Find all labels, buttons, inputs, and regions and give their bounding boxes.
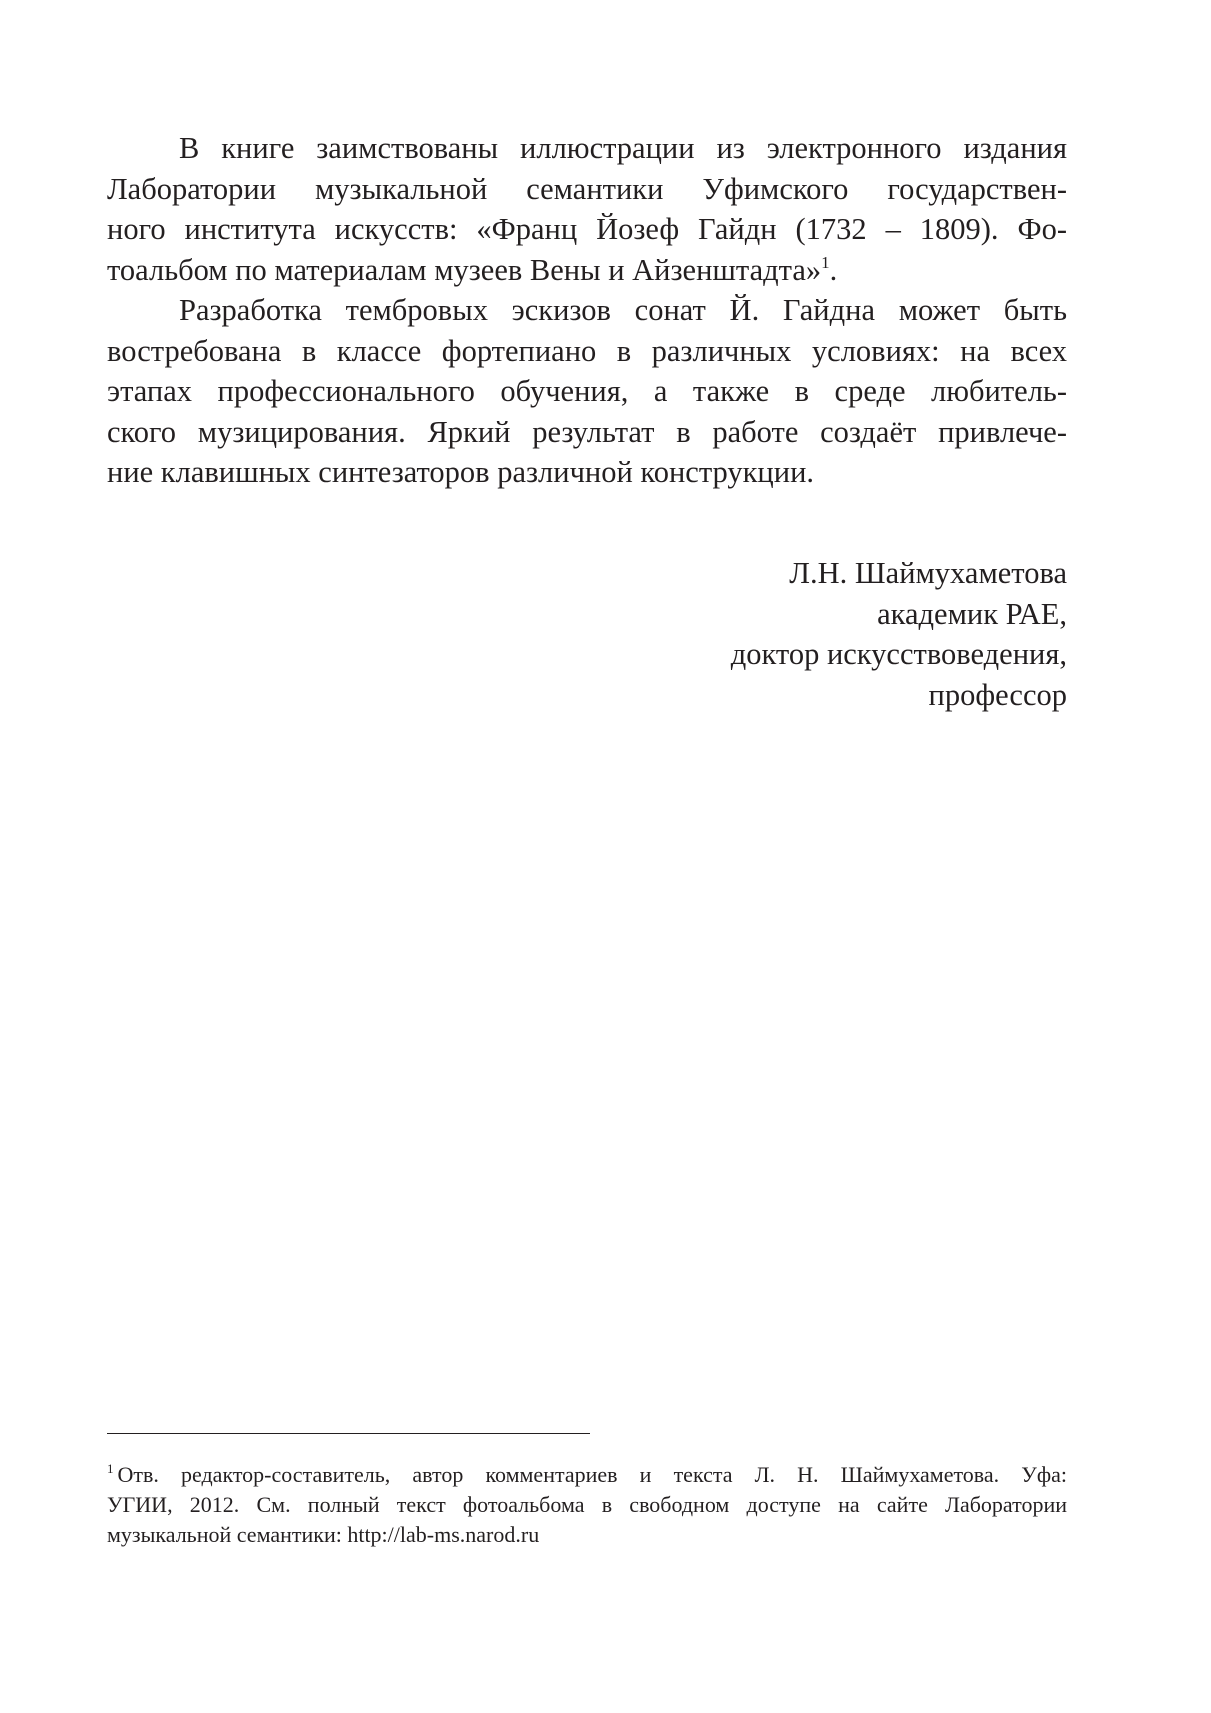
- text-line-content: тоальбом по материалам музеев Вены и Айзенштадта»: [107, 252, 822, 287]
- text-line: ного института искусств: «Франц Йозеф Гайдн (1732 – 1809). Фо-: [107, 212, 1067, 246]
- text-line: ние клавишных синтезаторов различной конструкции.: [107, 455, 815, 489]
- trailing-period: .: [829, 252, 838, 287]
- author-position: профессор: [928, 677, 1067, 712]
- footnote-reference: 1: [821, 252, 830, 272]
- text-line: [107, 250, 1067, 291]
- footnote-line: [107, 1460, 1067, 1490]
- signature-block: [107, 553, 1067, 715]
- text-line: Разработка тембровых эскизов сонат Й. Гайдна может быть: [179, 293, 1067, 327]
- footnote: [107, 1460, 1067, 1550]
- footnote-divider: [107, 1433, 590, 1434]
- paragraph-2: [107, 290, 1067, 493]
- text-line: ского музицирования. Яркий результат в работе создаёт привлече-: [107, 414, 1067, 449]
- text-line: В книге заимствованы иллюстрации из электронного издания: [179, 131, 1067, 165]
- author-title: академик РАЕ,: [877, 596, 1067, 631]
- author-name: Л.Н. Шаймухаметова: [789, 556, 1067, 590]
- text-line: Лаборатории музыкальной семантики Уфимского государствен-: [107, 171, 1067, 206]
- footnote-line: УГИИ, 2012. См. полный текст фотоальбома в свободном доступе на сайте Лаборатории: [107, 1492, 1067, 1517]
- author-degree: доктор искусствоведения,: [730, 637, 1067, 671]
- text-line: востребована в классе фортепиано в различных условиях: на всех: [107, 333, 1067, 368]
- text-line: этапах профессионального обучения, а также в среде любитель-: [107, 374, 1067, 408]
- paragraph-1: [107, 128, 1067, 290]
- footnote-marker: 1: [107, 1461, 114, 1476]
- main-text: [107, 128, 1067, 493]
- footnote-line: музыкальной семантики: http://lab-ms.narod.ru: [107, 1522, 540, 1547]
- footnote-line-content: Отв. редактор-составитель, автор комментариев и текста Л. Н. Шаймухаметова. Уфа:: [117, 1462, 1067, 1487]
